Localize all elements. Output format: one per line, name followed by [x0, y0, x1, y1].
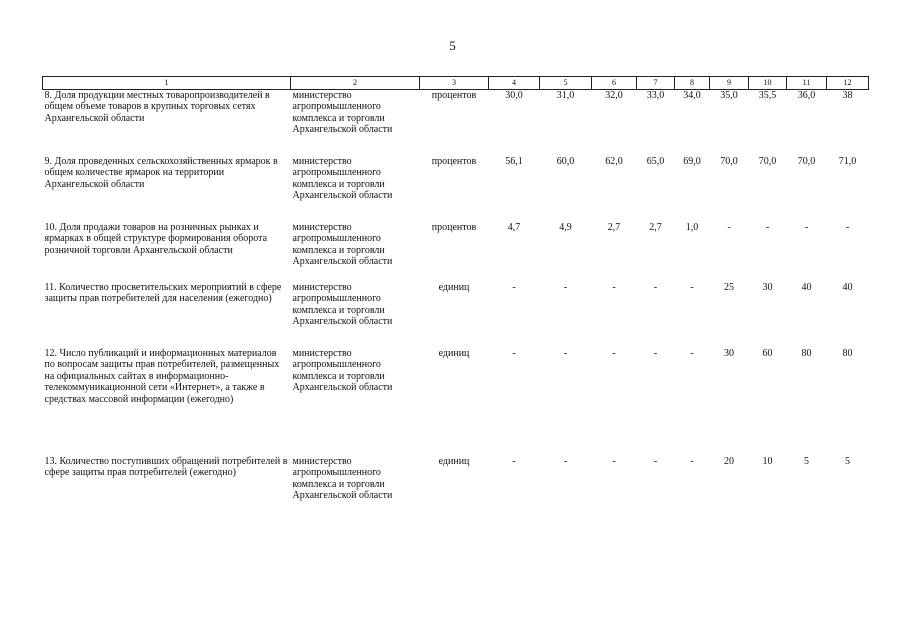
column-header: 3	[420, 77, 489, 90]
value-cell: 70,0	[797, 155, 816, 167]
value-cell: 69,0	[683, 155, 701, 167]
value-cell: 70,0	[720, 155, 738, 167]
value-cell: -	[845, 221, 850, 233]
value-cell: -	[690, 455, 694, 467]
value-cell: 30,0	[505, 89, 523, 101]
value-cell: 62,0	[605, 155, 623, 167]
value-cell: -	[612, 281, 616, 293]
column-header: 6	[592, 77, 637, 90]
table-row	[43, 89, 869, 156]
value-cell: 34,0	[683, 89, 701, 101]
indicator-name: 13. Количество поступивших обращений потребителей в сфере защиты прав потребителей (ежегодно)	[44, 455, 288, 478]
unit-cell: процентов	[431, 155, 477, 167]
responsible-org: министерство агропромышленного комплекса и торговли Архангельской области	[292, 281, 393, 327]
indicator-name: 9. Доля проведенных сельскохозяйственных ярмарок в общем количестве ярмарок на территории Архангельской области	[44, 155, 278, 190]
value-cell: 80	[801, 347, 812, 359]
value-cell: 60	[762, 347, 773, 359]
column-header: 7	[637, 77, 675, 90]
indicators-table	[42, 76, 869, 516]
value-cell: 10	[762, 455, 773, 467]
table-row	[43, 222, 869, 282]
value-cell: 71,0	[838, 155, 857, 167]
value-cell: 4,7	[507, 221, 521, 233]
column-header: 5	[540, 77, 592, 90]
value-cell: -	[727, 221, 731, 233]
responsible-org: министерство агропромышленного комплекса и торговли Архангельской области	[292, 155, 393, 201]
value-cell: -	[653, 455, 658, 467]
value-cell: 35,5	[758, 89, 777, 101]
value-cell: 70,0	[758, 155, 777, 167]
value-cell: 35,0	[720, 89, 738, 101]
column-header: 10	[749, 77, 787, 90]
responsible-org: министерство агропромышленного комплекса и торговли Архангельской области	[292, 347, 393, 393]
value-cell: -	[563, 347, 568, 359]
unit-cell: процентов	[431, 89, 477, 101]
value-cell: 40	[842, 281, 853, 293]
value-cell: 2,7	[607, 221, 621, 233]
value-cell: -	[653, 347, 658, 359]
value-cell: 2,7	[649, 221, 662, 233]
value-cell: 1,0	[685, 221, 699, 233]
value-cell: -	[512, 455, 516, 467]
value-cell: 60,0	[556, 155, 575, 167]
page-number: 5	[449, 38, 456, 53]
column-header: 9	[710, 77, 749, 90]
value-cell: 56,1	[505, 155, 523, 167]
value-cell: 5	[804, 455, 809, 467]
unit-cell: единиц	[438, 347, 470, 359]
value-cell: 31,0	[556, 89, 575, 101]
column-header: 2	[291, 77, 420, 90]
value-cell: -	[653, 281, 658, 293]
value-cell: 30	[762, 281, 773, 293]
value-cell: 33,0	[646, 89, 665, 101]
indicator-name: 12. Число публикаций и информационных материалов по вопросам защиты прав потребителей, размещенных на официальных сайтах в информационно-телекоммуникационной сети «Интернет», а также в средствах массовой информации (ежегодно)	[44, 347, 280, 405]
column-header: 12	[827, 77, 869, 90]
value-cell: 38	[842, 89, 853, 101]
value-cell: -	[690, 281, 694, 293]
indicator-name: 11. Количество просветительских мероприятий в сфере защиты прав потребителей для населения (ежегодно)	[44, 281, 282, 304]
responsible-org: министерство агропромышленного комплекса и торговли Архангельской области	[292, 89, 393, 135]
value-cell: 5	[845, 455, 850, 467]
unit-cell: единиц	[438, 281, 470, 293]
value-cell: -	[512, 347, 516, 359]
value-cell: -	[612, 455, 616, 467]
value-cell: 4,9	[559, 221, 572, 233]
value-cell: -	[765, 221, 770, 233]
unit-cell: процентов	[431, 221, 477, 233]
value-cell: 25	[724, 281, 734, 293]
value-cell: -	[690, 347, 694, 359]
unit-cell: единиц	[438, 455, 470, 467]
value-cell: -	[563, 455, 568, 467]
table-row	[43, 456, 869, 516]
responsible-org: министерство агропромышленного комплекса и торговли Архангельской области	[292, 455, 393, 501]
value-cell: 32,0	[605, 89, 623, 101]
value-cell: -	[804, 221, 809, 233]
indicator-name: 10. Доля продажи товаров на розничных рынках и ярмарках в общей структуре формирования оборота розничной торговли Архангельской области	[44, 221, 268, 256]
column-header: 4	[489, 77, 540, 90]
column-header: 8	[675, 77, 710, 90]
column-header: 11	[787, 77, 827, 90]
value-cell: -	[612, 347, 616, 359]
column-number-row	[43, 77, 869, 90]
value-cell: 36,0	[797, 89, 816, 101]
value-cell: -	[512, 281, 516, 293]
value-cell: 80	[842, 347, 853, 359]
value-cell: -	[563, 281, 568, 293]
table-row	[43, 156, 869, 222]
value-cell: 65,0	[646, 155, 665, 167]
table-row	[43, 282, 869, 348]
column-header: 1	[43, 77, 291, 90]
value-cell: 40	[801, 281, 812, 293]
indicator-name: 8. Доля продукции местных товаропроизводителей в общем объеме товаров в крупных торговых сетях Архангельской области	[44, 89, 270, 124]
responsible-org: министерство агропромышленного комплекса и торговли Архангельской области	[292, 221, 393, 267]
value-cell: 20	[724, 455, 734, 467]
table-row	[43, 348, 869, 456]
value-cell: 30	[724, 347, 734, 359]
